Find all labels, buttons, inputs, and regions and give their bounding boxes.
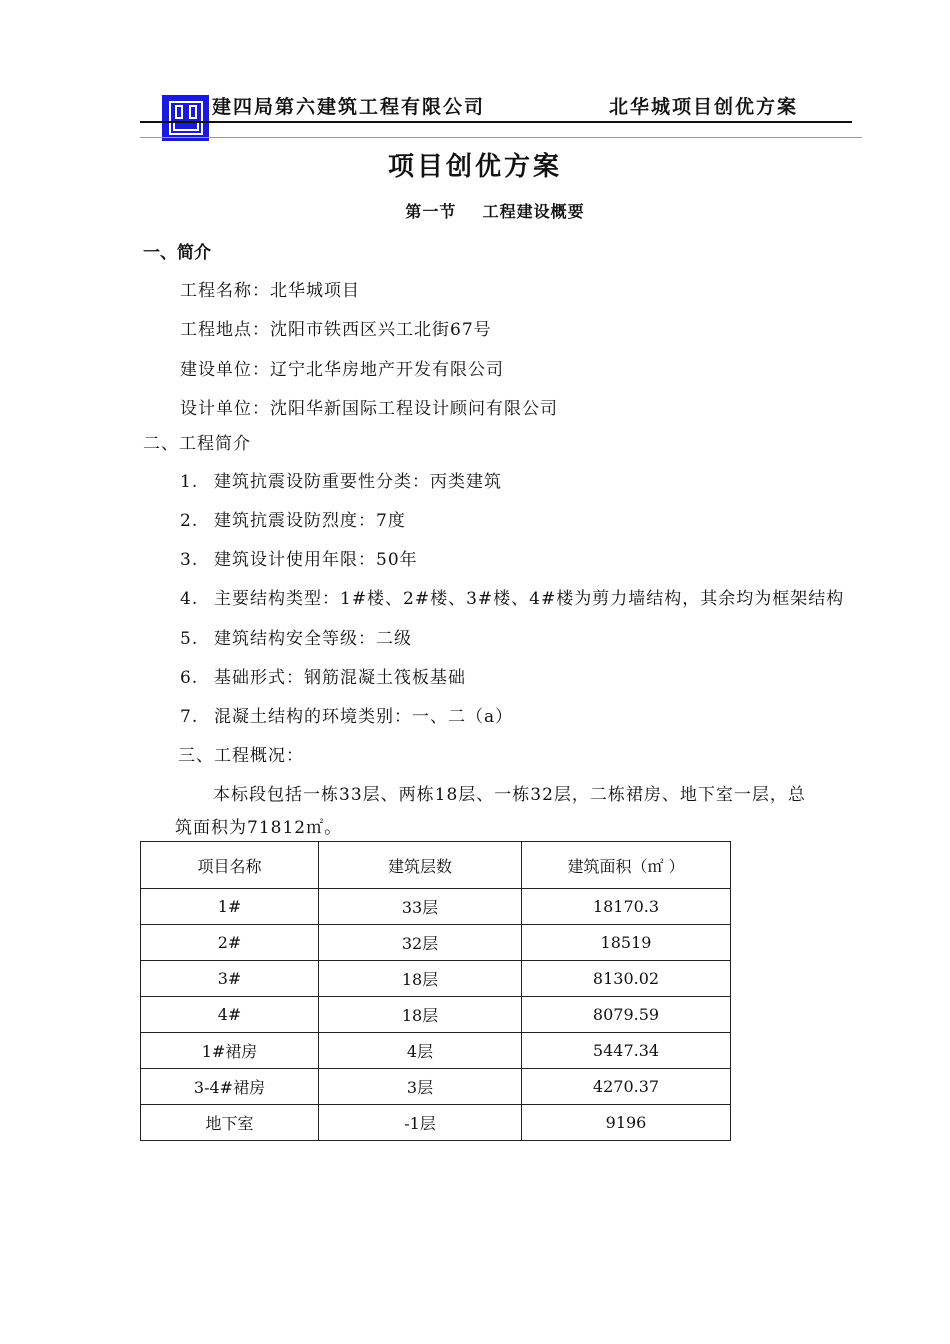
list-item-text: 建筑抗震设防重要性分类：丙类建筑 — [214, 472, 502, 492]
table-cell: 5447.34 — [522, 1033, 731, 1069]
company-logo-icon — [166, 98, 206, 138]
designer-line: 设计单位：沈阳华新国际工程设计顾问有限公司 — [180, 399, 558, 419]
list-item — [180, 663, 466, 688]
list-item-text: 基础形式：钢筋混凝土筏板基础 — [214, 668, 466, 688]
list-item — [180, 584, 844, 609]
list-item-number: 6. — [180, 668, 199, 688]
table-cell: 4层 — [319, 1033, 522, 1069]
table-cell: 1# — [141, 889, 319, 925]
list-item-number: 1. — [180, 472, 199, 492]
list-item-number: 3. — [180, 550, 199, 570]
list-item-number: 7. — [180, 707, 199, 727]
section-subtitle: 第一节 工程建设概要 — [405, 202, 585, 221]
table-cell: 3# — [141, 961, 319, 997]
table-row — [141, 1069, 731, 1105]
list-item-number: 4. — [180, 589, 199, 609]
table-cell: 8079.59 — [522, 997, 731, 1033]
header-rule — [140, 121, 852, 123]
table-cell: 3层 — [319, 1069, 522, 1105]
table-header-cell: 建筑层数 — [319, 842, 522, 889]
table-cell: 18层 — [319, 961, 522, 997]
table-header-cell: 建筑面积（㎡ ） — [522, 842, 731, 889]
list-item — [180, 624, 412, 649]
overview-paragraph-line1: 本标段包括一栋33层、两栋18层、一栋32层，二栋裙房、地下室一层，总 — [213, 785, 806, 805]
table-cell: 32层 — [319, 925, 522, 961]
table-header-row — [141, 842, 731, 889]
table-cell: 18层 — [319, 997, 522, 1033]
section3-heading: 三、工程概况： — [178, 746, 304, 766]
table-cell: 8130.02 — [522, 961, 731, 997]
project-location-line: 工程地点：沈阳市铁西区兴工北街67号 — [180, 320, 492, 340]
list-item-text: 建筑抗震设防烈度：7度 — [214, 511, 406, 531]
document-title: 项目创优方案 — [387, 152, 562, 182]
developer-line: 建设单位：辽宁北华房地产开发有限公司 — [180, 360, 504, 380]
table-row — [141, 1105, 731, 1141]
table-cell: 4270.37 — [522, 1069, 731, 1105]
list-item-number: 2. — [180, 511, 199, 531]
list-item — [180, 467, 502, 492]
table-row — [141, 889, 731, 925]
table-cell: 地下室 — [141, 1105, 319, 1141]
table-row — [141, 1033, 731, 1069]
table-cell: 4# — [141, 997, 319, 1033]
project-name-line: 工程名称：北华城项目 — [180, 281, 360, 301]
list-item-text: 混凝土结构的环境类别：一、二（a） — [214, 707, 514, 727]
list-item-text: 建筑设计使用年限：50年 — [214, 550, 418, 570]
table-cell: 3-4#裙房 — [141, 1069, 319, 1105]
header-company-name: 建四局第六建筑工程有限公司 — [212, 96, 486, 118]
table-cell: 33层 — [319, 889, 522, 925]
list-item-number: 5. — [180, 629, 199, 649]
header-project-name: 北华城项目创优方案 — [609, 96, 799, 118]
list-item-text: 建筑结构安全等级：二级 — [214, 629, 412, 649]
table-row — [141, 961, 731, 997]
header-logo — [162, 95, 209, 141]
building-area-table — [140, 841, 731, 1141]
overview-paragraph-line2: 筑面积为71812㎡。 — [175, 818, 343, 838]
table-cell: 18170.3 — [522, 889, 731, 925]
table-cell: -1层 — [319, 1105, 522, 1141]
list-item — [180, 506, 406, 531]
table-cell: 1#裙房 — [141, 1033, 319, 1069]
table-row — [141, 997, 731, 1033]
table-cell: 18519 — [522, 925, 731, 961]
table-cell: 9196 — [522, 1105, 731, 1141]
table-cell: 2# — [141, 925, 319, 961]
list-item-text: 主要结构类型：1#楼、2#楼、3#楼、4#楼为剪力墙结构，其余均为框架结构 — [214, 589, 845, 609]
header-rule-thin — [140, 137, 862, 138]
section1-heading: 一、简介 — [143, 243, 211, 263]
table-row — [141, 925, 731, 961]
list-item — [180, 702, 513, 727]
section2-heading: 二、工程简介 — [143, 434, 251, 454]
list-item — [180, 545, 418, 570]
table-header-cell: 项目名称 — [141, 842, 319, 889]
